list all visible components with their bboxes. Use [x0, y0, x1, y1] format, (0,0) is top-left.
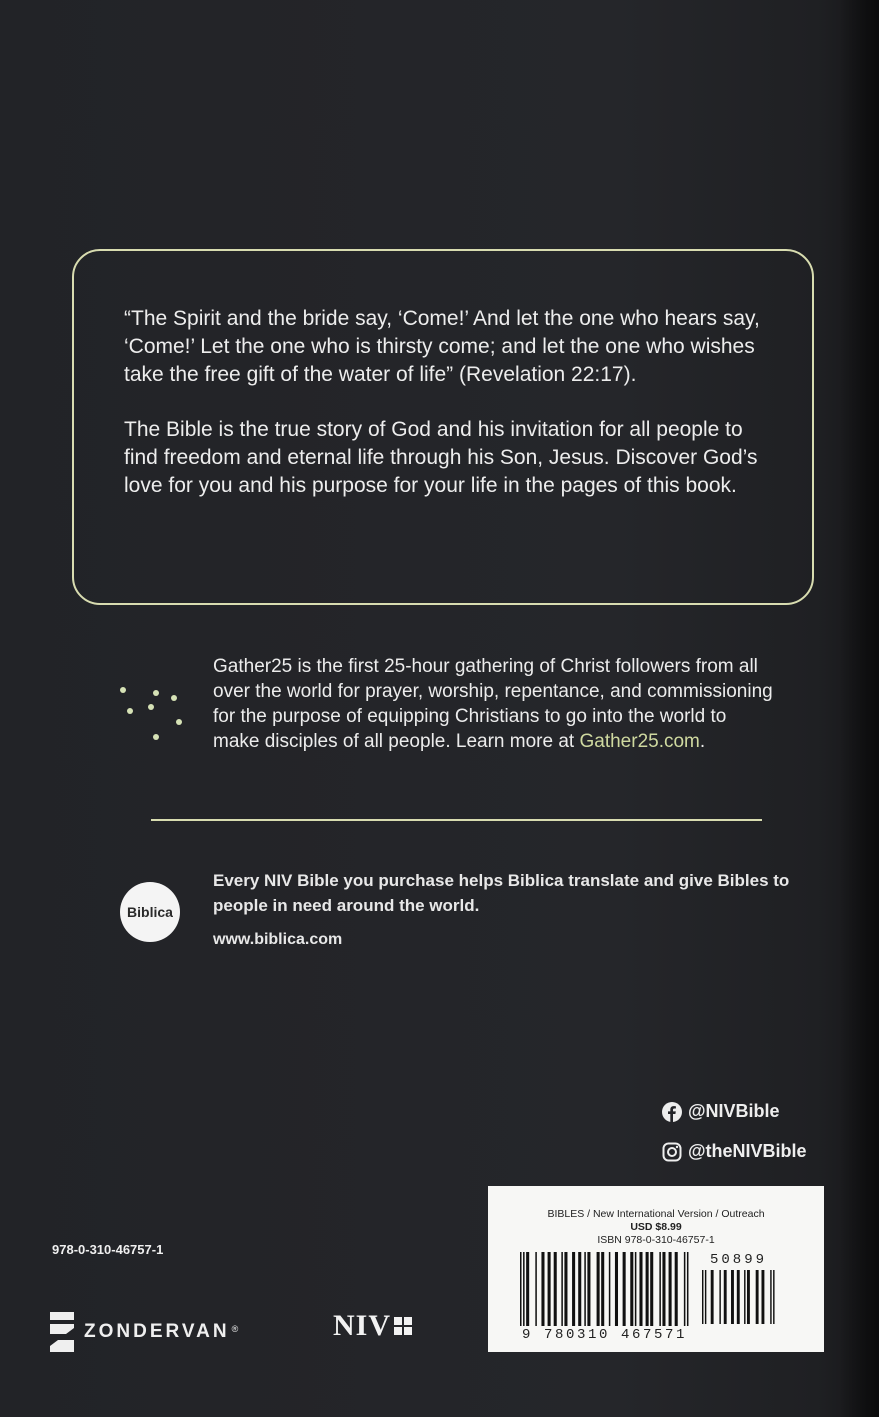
barcode-bar — [587, 1252, 590, 1326]
isbn-number: 978-0-310-46757-1 — [52, 1242, 164, 1257]
instagram-handle-text: @theNIVBible — [688, 1141, 807, 1161]
registered-mark: ® — [231, 1324, 239, 1334]
bible-invitation-text: The Bible is the true story of God and his invitation for all people to find freedom and eternal life through his Son, Jesus. Discover God’s love for you and his purpose for your life in the pages of this book. — [124, 418, 758, 497]
barcode-bar — [662, 1252, 665, 1326]
spine-shadow — [839, 0, 879, 1417]
barcode-bar — [561, 1252, 563, 1326]
barcode-addon-digits: 50899 — [710, 1252, 768, 1268]
barcode-bar — [737, 1270, 740, 1324]
barcode-bar — [564, 1252, 567, 1326]
zondervan-mark-icon — [50, 1312, 74, 1352]
barcode-bar — [756, 1270, 759, 1324]
barcode-bar — [597, 1252, 600, 1326]
barcode-bar — [548, 1252, 551, 1326]
niv-cross-icon — [393, 1316, 413, 1336]
dot — [176, 719, 182, 725]
barcode-main-digits: 9 780310 467571 — [522, 1327, 688, 1343]
barcode-bar — [523, 1252, 525, 1326]
barcode-bar — [669, 1252, 672, 1326]
gather25-dots-icon — [115, 680, 190, 750]
divider-line — [151, 819, 762, 821]
dot — [148, 704, 154, 710]
barcode-bar — [773, 1270, 774, 1324]
instagram-icon — [662, 1142, 682, 1162]
barcode-price: USD $8.99 — [630, 1221, 682, 1233]
facebook-handle[interactable] — [662, 1101, 780, 1122]
facebook-handle-text: @NIVBible — [688, 1101, 780, 1121]
barcode-bar — [535, 1252, 537, 1326]
barcode-bar — [630, 1252, 633, 1326]
gather25-description — [213, 654, 773, 754]
barcode-bar — [687, 1252, 689, 1326]
barcode-bar — [659, 1252, 661, 1326]
niv-wordmark: NIV — [333, 1309, 392, 1342]
barcode-bar — [541, 1252, 544, 1326]
barcode-bar — [639, 1252, 642, 1326]
facebook-icon — [662, 1102, 682, 1122]
barcode-panel — [488, 1186, 824, 1352]
barcode-bar — [731, 1270, 734, 1324]
barcode-bar — [646, 1252, 649, 1326]
barcode-bar — [705, 1270, 706, 1324]
barcode-bar — [520, 1252, 522, 1326]
barcode-bar — [702, 1270, 703, 1324]
dot — [153, 690, 159, 696]
barcode-bar — [761, 1270, 764, 1324]
zondervan-logo — [50, 1312, 238, 1352]
barcode-bar — [601, 1252, 604, 1326]
dot — [127, 708, 133, 714]
biblica-url[interactable]: www.biblica.com — [213, 931, 343, 948]
barcode-bar — [684, 1252, 686, 1326]
barcode-bar — [609, 1252, 611, 1326]
barcode-bar — [711, 1270, 714, 1324]
barcode-bar — [584, 1252, 586, 1326]
niv-logo — [333, 1309, 413, 1343]
zondervan-wordmark: ZONDERVAN — [84, 1321, 230, 1342]
biblica-logo-text: Biblica — [127, 904, 173, 920]
revelation-quote: “The Spirit and the bride say, ‘Come!’ And let the one who hears say, ‘Come!’ Let the one who is thirsty come; and let the one who wishes take the free gift of the water of life” (Revelation 22:17). — [124, 307, 760, 386]
barcode-bar — [747, 1270, 750, 1324]
barcode-bar — [623, 1252, 626, 1326]
barcode-bar — [650, 1252, 653, 1326]
barcode-isbn: ISBN 978-0-310-46757-1 — [597, 1234, 715, 1246]
gather25-text: Gather25 is the first 25-hour gathering of Christ followers from all over the world for prayer, worship, repentance, and commissioning for the purpose of equipping Christians to go into the world to make disciples of all people. Learn more at — [213, 656, 773, 752]
gather25-period: . — [699, 731, 706, 752]
barcode-bar — [724, 1270, 727, 1324]
biblica-logo — [120, 882, 180, 942]
barcode-category: BIBLES / New International Version / Outreach — [547, 1208, 765, 1220]
barcode-bar — [526, 1252, 529, 1326]
dot — [171, 695, 177, 701]
barcode-bar — [572, 1252, 575, 1326]
dot — [153, 734, 159, 740]
quote-box — [72, 249, 814, 605]
barcode-bar — [615, 1252, 618, 1326]
barcode-bar — [578, 1252, 581, 1326]
barcode-bar — [744, 1270, 745, 1324]
barcode-bar — [770, 1270, 771, 1324]
barcode-bar — [719, 1270, 720, 1324]
biblica-description: Every NIV Bible you purchase helps Biblica translate and give Bibles to people in need around the world. — [213, 871, 790, 915]
barcode-bar — [554, 1252, 557, 1326]
dot — [120, 687, 126, 693]
gather25-link[interactable]: Gather25.com — [579, 731, 700, 752]
barcode-bar — [635, 1252, 637, 1326]
instagram-handle[interactable] — [662, 1141, 807, 1162]
barcode-bar — [675, 1252, 678, 1326]
